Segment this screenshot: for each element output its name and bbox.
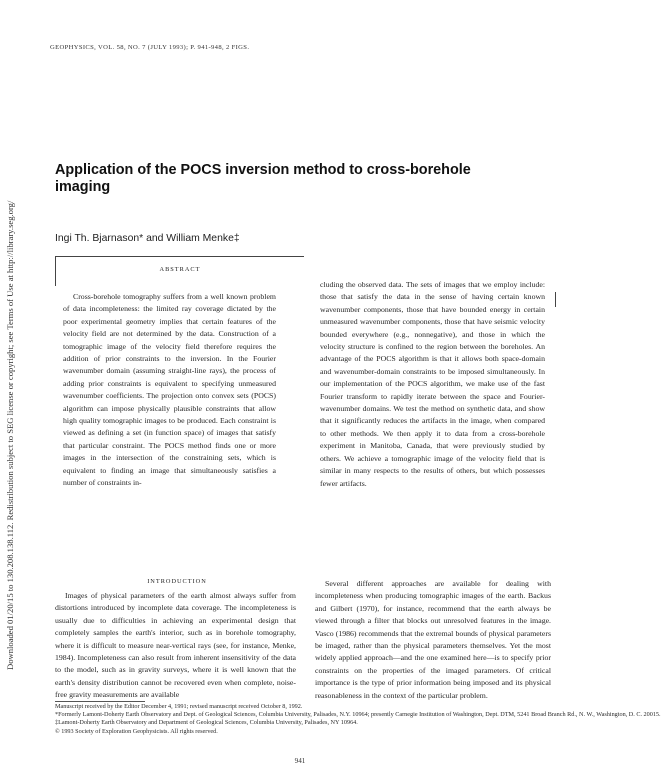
footnote-author-1: *Formerly Lamont-Doherty Earth Observatory and Dept. of Geological Sciences, Columbia University, Palisades, N.Y. 10964; presently Carnegie Institution of Washington, Dept. DTM, 5241 Broad Branch Rd., N. W., Washington, D. C. 20015. xyxy=(55,711,661,719)
introduction-left-text: Images of physical parameters of the earth almost always suffer from distortions introduced by incomplete data coverage. The incompleteness is usually due to difficulties in achieving an experimental design that completely samples the earth's interior, such as in borehole tomography, where it is difficult to measure near-vertical rays (see, for instance, Menke, 1984). Incompleteness can also result from inherent insensitivity of the data to the model, such as in gravity surveys, where it is well known that the earth's density distribution cannot be recovered even when complete, noise-free gravity measurements are available xyxy=(55,591,296,700)
introduction-left-column xyxy=(55,590,296,702)
introduction-heading: INTRODUCTION xyxy=(147,578,207,585)
footnote-copyright: © 1993 Society of Exploration Geophysicists. All rights reserved. xyxy=(55,727,218,735)
abstract-right-column xyxy=(320,279,545,490)
footnote-manuscript: Manuscript received by the Editor December 4, 1991; revised manuscript received October 8, 1992. xyxy=(55,703,303,710)
introduction-right-text: Several different approaches are available for dealing with incompleteness when producing tomographic images of the earth. Backus and Gilbert (1970), for instance, recommend that the earth always be viewed through a filter that blocks out unresolved features in the image. Vasco (1986) recommends that the extremal bounds of physical parameters be imaged, rather than the physical parameters themselves. Yet the most widely applied approach—and the one examined here—is to specify prior constraints on the properties of the imaged parameters. Of critical importance is the type of prior information being imposed and its physical reasonableness in the context of the particular problem. xyxy=(315,579,551,700)
footnotes xyxy=(55,703,661,736)
footnote-author-2: ‡Lamont-Doherty Earth Observatory and Department of Geological Sciences, Columbia University, Palisades, NY 10964. xyxy=(55,719,358,727)
running-head: GEOPHYSICS, VOL. 58, NO. 7 (JULY 1993); P. 941-948, 2 FIGS. xyxy=(50,44,250,51)
abstract-heading: ABSTRACT xyxy=(159,266,201,273)
download-notice-text: Downloaded 01/20/15 to 130.208.138.112. Redistribution subject to SEG license or copyright; see Terms of Use at http://library.seg.org/ xyxy=(5,200,15,670)
abstract-right-rule xyxy=(555,292,556,307)
paper-title: Application of the POCS inversion method to cross-borehole imaging xyxy=(55,162,471,195)
abstract-left-text: Cross-borehole tomography suffers from a well known problem of data incompleteness: the limited ray coverage dictated by the poor experimental geometry implies that certain features of the velocity field are not determined by the data. Construction of a tomographic image of the velocity field therefore requires the addition of prior constraints to the inversion. In the Fourier wavenumber domain (assuming straight-line rays), the process of adding prior constraints is equivalent to specifying unmeasured wavenumber coefficients. The projection onto convex sets (POCS) algorithm can impose physically plausible constraints that allow high quality tomographic images to be produced. Each constraint is viewed as defining a set (in function space) of images that satisfy that particular constraint. The POCS method finds one or more images in the intersection of the constraining sets, which is equivalent to finding an image that simultaneously satisfies a number of constraints in- xyxy=(63,292,276,488)
footnote-rule xyxy=(55,701,145,702)
introduction-right-column xyxy=(315,578,551,702)
abstract-right-text: cluding the observed data. The sets of images that we employ include: those that satisfy the data in the sense of having certain known wavenumber components, those that have bounded energy in certain unmeasured wavenumber components, those that have seismic velocity bounded everywhere (e.g., nonnegative), and those in which the velocity structure is confined to the region between the boreholes. An advantage of the POCS algorithm is that it allows both space-domain and wavenumber-domain constraints to be imposed simultaneously. In our implementation of the POCS algorithm, we make use of the fast Fourier transform to rapidly iterate between the space and Fourier-wavenumber domains. We test the method on synthetic data, and show that it significantly reduces the artifacts in the image, when compared to other methods. We then apply it to data from a cross-borehole experiment in Manitoba, Canada, that were previously studied by others. We achieve a tomographic image of the velocity field that is similar in many respects to the results of others, but which possesses fewer artifacts. xyxy=(320,280,545,488)
abstract-top-rule xyxy=(55,256,304,257)
abstract-left-column xyxy=(63,291,276,490)
author-line: Ingi Th. Bjarnason* and William Menke‡ xyxy=(55,233,240,244)
abstract-left-rule xyxy=(55,256,56,286)
page-number: 941 xyxy=(294,757,306,765)
download-notice xyxy=(2,110,14,670)
